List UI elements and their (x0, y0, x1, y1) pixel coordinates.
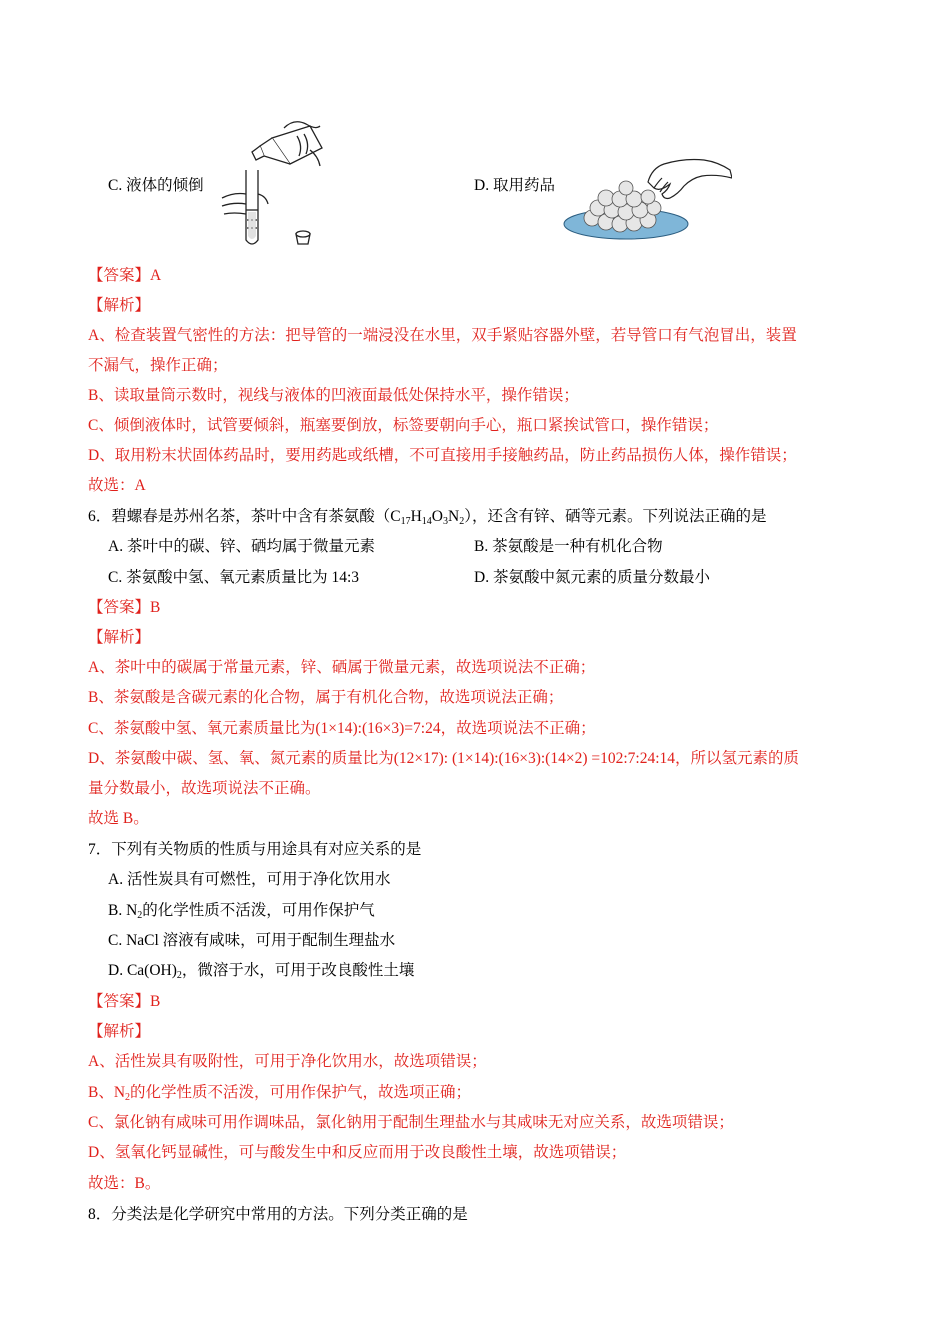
q6-analysis-a: A、茶叶中的碳属于常量元素，锌、硒属于微量元素，故选项说法不正确； (88, 659, 596, 676)
q5-option-d: D. 取用药品 (474, 177, 555, 194)
q6-analysis-d-line1: D、茶氨酸中碳、氢、氧、氮元素的质量比为(12×17): (1×14):(16×3):(14×2) =102:7:24:14，所以氢元素的质 (88, 750, 800, 767)
q8-stem: 8．分类法是化学研究中常用的方法。下列分类正确的是 (88, 1206, 468, 1223)
q7-conclusion: 故选：B。 (88, 1175, 161, 1192)
q7-option-c: C. NaCl 溶液有咸味，可用于配制生理盐水 (108, 932, 396, 949)
q6-analysis-label: 【解析】 (88, 629, 151, 646)
q7-analysis-b: B、$N_2$的化学性质不活泼，可用作保护气，故选项正确； (88, 1084, 472, 1103)
q5-analysis-c: C、倾倒液体时，试管要倾斜，瓶塞要倒放，标签要朝向手心，瓶口紧挨试管口，操作错误； (88, 417, 719, 434)
q6-stem: 6．碧螺春是苏州名茶，茶叶中含有茶氨酸$(C_{17}H_{14}O_3N_2)$，还含有锌、硒等元素。下列说法正确的是 (88, 508, 767, 527)
q5-conclusion: 故选：A (88, 477, 146, 494)
taking-reagent-figure (562, 152, 732, 248)
q5-answer: 【答案】A (88, 267, 162, 284)
q7-analysis-a: A、活性炭具有吸附性，可用于净化饮用水，故选项错误； (88, 1053, 487, 1070)
q5-analysis-d: D、取用粉末状固体药品时，要用药匙或纸槽，不可直接用手接触药品，防止药品损伤人体，操作错误； (88, 447, 797, 464)
q5-analysis-a-line1: A、检查装置气密性的方法：把导管的一端浸没在水里，双手紧贴容器外壁，若导管口有气泡冒出，装置 (88, 327, 797, 344)
liquid-pouring-figure (212, 120, 332, 250)
q5-analysis-label: 【解析】 (88, 297, 151, 314)
q7-analysis-label: 【解析】 (88, 1023, 151, 1040)
q7-option-d: D. $Ca(OH)_2$，微溶于水，可用于改良酸性土壤 (108, 962, 415, 981)
q6-analysis-d-line2: 量分数最小，故选项说法不正确。 (88, 780, 321, 797)
q6-option-a: A. 茶叶中的碳、锌、硒均属于微量元素 (108, 538, 375, 555)
q6-option-c: C. 茶氨酸中氢、氧元素质量比为 14:3 (108, 569, 360, 586)
q5-analysis-a-line2: 不漏气，操作正确； (88, 357, 228, 374)
q5-analysis-b: B、读取量筒示数时，视线与液体的凹液面最低处保持水平，操作错误； (88, 387, 579, 404)
q7-analysis-c: C、氯化钠有咸味可用作调味品，氯化钠用于配制生理盐水与其咸味无对应关系，故选项错误； (88, 1114, 734, 1131)
q7-analysis-d: D、氢氧化钙显碱性，可与酸发生中和反应而用于改良酸性土壤，故选项错误； (88, 1144, 627, 1161)
q6-option-d: D. 茶氨酸中氮元素的质量分数最小 (474, 569, 710, 586)
q7-answer: 【答案】B (88, 993, 161, 1010)
q6-conclusion: 故选 B。 (88, 810, 149, 827)
q7-option-b: B. $N_2$的化学性质不活泼，可用作保护气 (108, 902, 375, 921)
q5-option-c: C. 液体的倾倒 (108, 177, 204, 194)
q6-option-b: B. 茶氨酸是一种有机化合物 (474, 538, 663, 555)
q6-analysis-c: C、茶氨酸中氢、氧元素质量比为(1×14):(16×3)=7:24，故选项说法不正确； (88, 720, 596, 737)
q7-option-a: A. 活性炭具有可燃性，可用于净化饮用水 (108, 871, 391, 888)
q6-answer: 【答案】B (88, 599, 161, 616)
q6-analysis-b: B、茶氨酸是含碳元素的化合物，属于有机化合物，故选项说法正确； (88, 689, 564, 706)
q7-stem: 7．下列有关物质的性质与用途具有对应关系的是 (88, 841, 422, 858)
